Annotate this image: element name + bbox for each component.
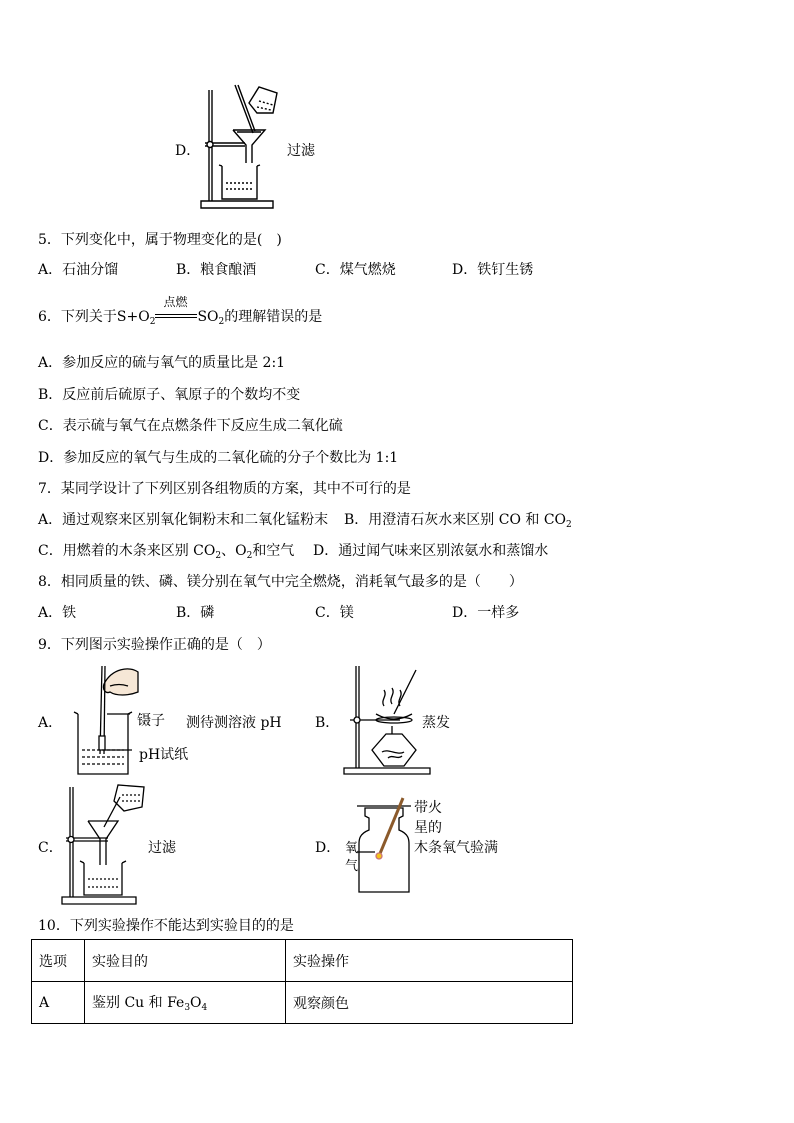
q6-option-a: A．参加反应的硫与氧气的质量比是 2:1 — [38, 355, 286, 371]
q6-prefix: 6．下列关于 — [38, 309, 117, 325]
q9-option-d-label: D． — [315, 840, 341, 856]
q7-option-c — [38, 540, 294, 561]
q6-stem — [38, 295, 323, 327]
q9-d-annot-line1: 带火 — [414, 800, 442, 816]
q7-option-c-text1: C．用燃着的木条来区别 CO — [38, 543, 216, 559]
q8-option-a: A．铁 — [38, 605, 77, 621]
q7-option-b — [344, 509, 572, 530]
table-cell-option: A — [32, 982, 85, 1024]
table-row — [32, 982, 573, 1024]
q10-table — [31, 939, 573, 1024]
q7-option-b-text: B．用澄清石灰水来区别 CO 和 CO — [344, 512, 567, 528]
q5-option-d: D．铁钉生锈 — [452, 262, 534, 278]
q7-stem: 7．某同学设计了下列区别各组物质的方案，其中不可行的是 — [38, 481, 411, 497]
q9-c-caption: 过滤 — [148, 840, 176, 856]
q8-option-c: C．镁 — [315, 605, 354, 621]
q6-option-b: B．反应前后硫原子、氧原子的个数均不变 — [38, 387, 301, 403]
goal-sub1: 3 — [184, 1003, 191, 1013]
q9-d-gas-char2: 气 — [345, 859, 359, 874]
q9-option-c-label: C． — [38, 840, 63, 856]
q9-stem: 9．下列图示实验操作正确的是（ ） — [38, 637, 271, 653]
q4-option-d-label: D． — [175, 143, 201, 159]
goal-text2: O — [190, 995, 202, 1011]
q9-a-annot-tweezers: 镊子 — [137, 713, 165, 729]
q5-option-b: B．粮食酿酒 — [176, 262, 257, 278]
q9-b-caption: 蒸发 — [422, 715, 450, 731]
q8-option-b: B．磷 — [176, 605, 215, 621]
q4-option-d-caption: 过滤 — [287, 143, 315, 159]
filtration-apparatus-figure — [195, 85, 280, 213]
filtration-figure — [60, 783, 150, 907]
ph-test-figure — [72, 662, 140, 778]
q6-suffix: 的理解错误的是 — [224, 309, 323, 325]
q6-eq-left: S+O — [116, 309, 150, 325]
q9-option-b-label: B． — [315, 715, 340, 731]
evaporation-figure — [342, 664, 434, 776]
q5-stem: 5．下列变化中，属于物理变化的是( ) — [38, 232, 282, 248]
q9-d-annot-line2: 星的 — [414, 820, 442, 836]
oxygen-test-figure — [355, 796, 415, 894]
q10-stem: 10．下列实验操作不能达到实验目的的是 — [38, 918, 294, 934]
q9-option-a-label: A． — [38, 715, 63, 731]
q9-d-gas-char1: 氧 — [345, 841, 359, 856]
q6-option-c: C．表示硫与氧气在点燃条件下反应生成二氧化硫 — [38, 418, 343, 434]
q9-a-caption: 测待测溶液 pH — [186, 715, 282, 731]
q8-stem: 8．相同质量的铁、磷、镁分别在氧气中完全燃烧，消耗氧气最多的是（ ） — [38, 574, 523, 590]
table-header-option: 选项 — [32, 940, 85, 982]
q6-option-d: D．参加反应的氧气与生成的二氧化硫的分子个数比为 1:1 — [38, 450, 399, 466]
goal-text: 鉴别 Cu 和 Fe — [92, 995, 185, 1011]
q5-option-a: A．石油分馏 — [38, 262, 119, 278]
q6-reaction-arrow — [155, 295, 197, 322]
q6-eq-left-sub: 2 — [149, 317, 156, 327]
q7-option-b-sub: 2 — [566, 520, 572, 530]
q5-option-c: C．煤气燃烧 — [315, 262, 396, 278]
q7-option-c-sub1: 2 — [215, 551, 222, 561]
table-header-operation: 实验操作 — [286, 940, 573, 982]
table-header-row — [32, 940, 573, 982]
q7-option-d: D．通过闻气味来区别浓氨水和蒸馏水 — [313, 543, 549, 559]
q9-d-annot-line3: 木条氧气验满 — [414, 840, 498, 856]
q7-option-c-sub2: 2 — [246, 551, 253, 561]
q7-option-a: A．通过观察来区别氧化铜粉末和二氧化锰粉末 — [38, 512, 329, 528]
q9-a-annot-paper: pH试纸 — [139, 747, 189, 763]
table-cell-goal — [85, 982, 286, 1024]
table-cell-operation: 观察颜色 — [286, 982, 573, 1024]
goal-sub2: 4 — [201, 1003, 208, 1013]
q6-eq-right: SO — [197, 309, 219, 325]
q7-option-c-text3: 和空气 — [252, 543, 295, 559]
table-header-goal: 实验目的 — [85, 940, 286, 982]
q6-condition: 点燃 — [163, 295, 188, 309]
q8-option-d: D．一样多 — [452, 605, 520, 621]
q7-option-c-text2: 、O — [221, 543, 247, 559]
q6-eq-right-sub: 2 — [218, 317, 225, 327]
